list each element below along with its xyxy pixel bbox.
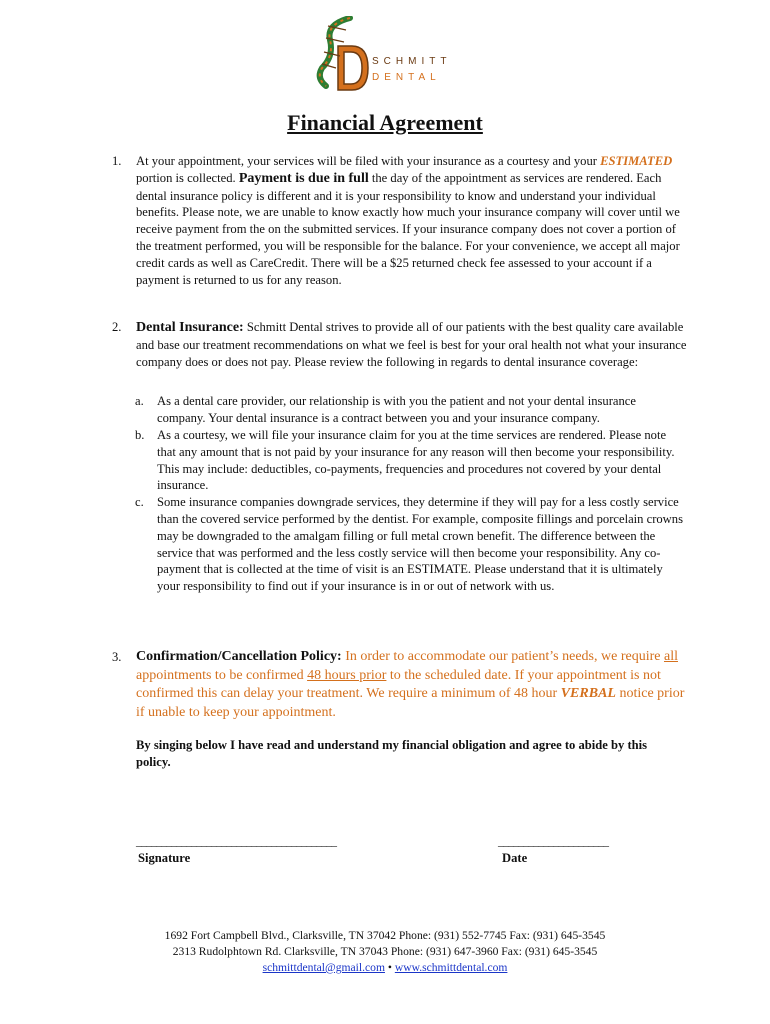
footer-address-1: 1692 Fort Campbell Blvd., Clarksville, TN 37042 Phone: (931) 552-7745 Fax: (931) 645-3545 bbox=[164, 929, 606, 942]
logo-text-dental: DENTAL bbox=[372, 72, 441, 83]
sub-item-text: As a dental care provider, our relationship is with you the patient and not your dental insurance company. Your dental insurance is a contract between you and your insurance company. bbox=[157, 394, 636, 426]
website-link[interactable]: www.schmittdental.com bbox=[394, 961, 508, 974]
sub-item-letter: a. bbox=[135, 394, 144, 409]
date-label: Date bbox=[502, 851, 528, 865]
item-number: 1. bbox=[112, 154, 122, 168]
sub-item-text: Some insurance companies downgrade services, they determine if they will pay for a less costly service than the covered service performed by the dentist. For example, composite fillings and porcelain crowns may be downgraded to the amalgam filling or full metal crown benefit. The difference between the service that was performed and the less costly service will then become your responsibility. Any co-payment that is collected at the time of visit is an ESTIMATE. Please understand that it is ultimately your responsibility to find out if your insurance is in or out of network with us. bbox=[157, 495, 683, 594]
section-heading: Dental Insurance: bbox=[136, 320, 244, 335]
item-text: At your appointment, your services will be filed with your insurance as a courtesy and your bbox=[136, 154, 601, 168]
logo-text-schmitt: SCHMITT bbox=[372, 56, 452, 67]
email-link[interactable]: schmittdental@gmail.com bbox=[262, 961, 385, 974]
estimated-text: ESTIMATED bbox=[600, 154, 673, 168]
item-number: 3. bbox=[112, 650, 122, 664]
footer bbox=[0, 928, 770, 976]
item-text: the day of the appointment as services are rendered. Each dental insurance policy is different and it is your responsibility to know and understand your individual benefits. Please note, we are unable to know exactly how much your insurance company will cover until we receive payment from the on the submitted services. If your insurance company does not cover a portion of the treatment performed, you will be responsible for the balance. For your convenience, we accept all major credit cards as well as CareCredit. There will be a $25 returned check fee assessed to your account if a payment is returned to us for any reason. bbox=[136, 170, 680, 287]
schmitt-dental-logo bbox=[316, 16, 466, 96]
footer-separator: • bbox=[384, 961, 395, 974]
item-body bbox=[136, 153, 687, 288]
policy-text: In order to accommodate our patient’s needs, we require bbox=[341, 649, 664, 664]
policy-hours-text: 48 hours prior bbox=[307, 667, 387, 683]
item-text: Schmitt Dental strives to provide all of our patients with the best quality care available and base our treatment recommendations on what we feel is best for your oral health not what your insurance company does or does not pay. Please review the following in regards to dental insurance coverage: bbox=[136, 320, 687, 369]
list-item-dental-insurance bbox=[112, 319, 687, 595]
policy-verbal-text: VERBAL bbox=[560, 686, 616, 702]
sub-item-letter: c. bbox=[135, 495, 144, 510]
sub-item-text: As a courtesy, we will file your insurance claim for you at the time services are rendered. Please note that any amount that is not paid by your insurance for any reason will then become your responsibility. This may include: deductibles, co-payments, frequencies and procedures not covered by your dental insurance. bbox=[157, 427, 675, 493]
policy-all-text: all bbox=[663, 649, 678, 664]
section-heading: Confirmation/Cancellation Policy: bbox=[136, 649, 342, 664]
page-title: Financial Agreement bbox=[287, 110, 483, 135]
sub-item-letter: b. bbox=[135, 427, 145, 442]
policy-text: notice prior if unable to keep your appointment. bbox=[136, 686, 685, 720]
item-number: 2. bbox=[112, 320, 122, 334]
signature-line[interactable]: ________________________________________ bbox=[136, 834, 336, 848]
item-body bbox=[136, 648, 687, 722]
sub-item-b bbox=[135, 427, 687, 494]
date-line[interactable]: ______________________ bbox=[498, 834, 608, 848]
footer-contact bbox=[0, 960, 770, 976]
logo-mark-icon bbox=[316, 16, 376, 96]
agreement-statement: By singing below I have read and understand my financial obligation and agree to abide by this policy. bbox=[136, 738, 648, 769]
list-item-cancellation-policy bbox=[112, 648, 687, 722]
payment-due-text: Payment is due in full bbox=[238, 170, 369, 186]
footer-address-2: 2313 Rudolphtown Rd. Clarksville, TN 37043 Phone: (931) 647-3960 Fax: (931) 645-3545 bbox=[172, 945, 598, 958]
sub-item-a bbox=[135, 393, 687, 427]
item-body bbox=[136, 319, 687, 370]
list-item-payment bbox=[112, 153, 687, 288]
policy-text: to the scheduled date. If your appointment is not confirmed this can delay your treatment. We require a minimum of 48 hour bbox=[136, 667, 661, 702]
policy-text: appointments to be confirmed bbox=[136, 667, 308, 683]
item-text: portion is collected. bbox=[136, 170, 239, 185]
sub-item-c bbox=[135, 494, 687, 595]
signature-label: Signature bbox=[138, 851, 191, 865]
